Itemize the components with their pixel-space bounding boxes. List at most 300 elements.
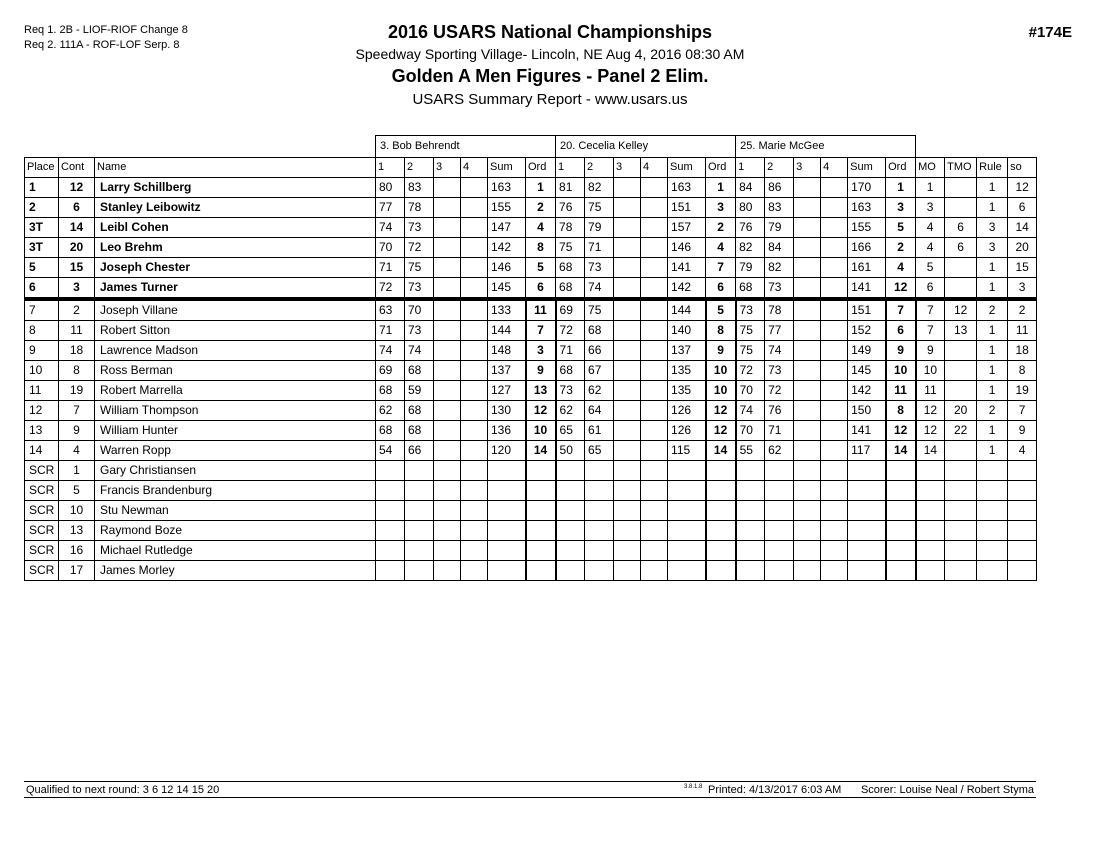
cell-score xyxy=(821,198,848,218)
cell-score xyxy=(641,421,668,441)
cell-score: 72 xyxy=(736,361,765,381)
cell-score xyxy=(794,361,821,381)
table-row xyxy=(25,501,1037,521)
column-header: 1 xyxy=(376,158,405,178)
cell-ordinal: 10 xyxy=(886,361,916,381)
cell-skating-order: 14 xyxy=(1008,218,1037,238)
column-header: Name xyxy=(95,158,376,178)
cell-skating-order: 8 xyxy=(1008,361,1037,381)
cell-majority-ordinal: 4 xyxy=(916,218,945,238)
cell-score xyxy=(821,321,848,341)
cell-score xyxy=(434,521,461,541)
cell-total-majority-ordinal xyxy=(945,481,977,501)
cell-skater-name: Robert Sitton xyxy=(95,321,376,341)
cell-skating-order xyxy=(1008,561,1037,581)
cell-score xyxy=(434,441,461,461)
cell-score xyxy=(794,421,821,441)
cell-score: 73 xyxy=(405,278,434,300)
column-header: Rule xyxy=(977,158,1008,178)
cell-total-majority-ordinal: 22 xyxy=(945,421,977,441)
cell-score xyxy=(434,381,461,401)
column-header: 4 xyxy=(821,158,848,178)
cell-score xyxy=(821,381,848,401)
cell-ordinal xyxy=(706,481,736,501)
cell-score: 61 xyxy=(585,421,614,441)
cell-ordinal xyxy=(526,461,556,481)
cell-sum: 151 xyxy=(848,299,886,321)
cell-ordinal: 7 xyxy=(706,258,736,278)
cell-score xyxy=(434,461,461,481)
cell-sum xyxy=(848,521,886,541)
cell-score: 73 xyxy=(736,299,765,321)
event-number: #174E xyxy=(1028,24,1072,41)
cell-rule: 1 xyxy=(977,258,1008,278)
cell-skater-name: Larry Schillberg xyxy=(95,178,376,198)
cell-score xyxy=(641,461,668,481)
cell-score xyxy=(821,238,848,258)
cell-place: 2 xyxy=(25,198,59,218)
cell-total-majority-ordinal xyxy=(945,361,977,381)
cell-contestant-number: 15 xyxy=(59,258,95,278)
cell-ordinal: 8 xyxy=(526,238,556,258)
cell-rule xyxy=(977,461,1008,481)
cell-skater-name: James Morley xyxy=(95,561,376,581)
cell-score xyxy=(641,321,668,341)
cell-score xyxy=(641,258,668,278)
cell-skating-order: 2 xyxy=(1008,299,1037,321)
cell-contestant-number: 12 xyxy=(59,178,95,198)
cell-ordinal: 2 xyxy=(526,198,556,218)
column-header: 2 xyxy=(765,158,794,178)
cell-place: 6 xyxy=(25,278,59,300)
cell-skating-order xyxy=(1008,541,1037,561)
cell-score: 73 xyxy=(405,321,434,341)
requirement-2: Req 2. 111A - ROF-LOF Serp. 8 xyxy=(24,39,180,51)
column-header: Sum xyxy=(848,158,886,178)
cell-sum xyxy=(488,521,526,541)
cell-score xyxy=(461,561,488,581)
cell-ordinal: 6 xyxy=(886,321,916,341)
table-row xyxy=(25,341,1037,361)
cell-score xyxy=(376,541,405,561)
cell-score xyxy=(405,461,434,481)
cell-score: 86 xyxy=(765,178,794,198)
cell-sum: 163 xyxy=(848,198,886,218)
cell-score xyxy=(765,461,794,481)
cell-score xyxy=(794,218,821,238)
cell-sum xyxy=(668,501,706,521)
cell-ordinal xyxy=(886,501,916,521)
cell-score xyxy=(794,521,821,541)
cell-majority-ordinal: 10 xyxy=(916,361,945,381)
cell-majority-ordinal xyxy=(916,561,945,581)
cell-skating-order: 18 xyxy=(1008,341,1037,361)
cell-score: 79 xyxy=(765,218,794,238)
cell-score xyxy=(434,421,461,441)
cell-score: 71 xyxy=(585,238,614,258)
cell-skater-name: Michael Rutledge xyxy=(95,541,376,561)
cell-sum xyxy=(848,481,886,501)
cell-total-majority-ordinal xyxy=(945,501,977,521)
cell-sum: 120 xyxy=(488,441,526,461)
cell-score xyxy=(794,481,821,501)
cell-score xyxy=(461,178,488,198)
cell-skater-name: Raymond Boze xyxy=(95,521,376,541)
cell-majority-ordinal: 5 xyxy=(916,258,945,278)
cell-contestant-number: 19 xyxy=(59,381,95,401)
cell-score xyxy=(794,299,821,321)
cell-place: SCR xyxy=(25,481,59,501)
cell-score xyxy=(821,299,848,321)
cell-score xyxy=(434,361,461,381)
cell-sum xyxy=(668,461,706,481)
cell-total-majority-ordinal xyxy=(945,381,977,401)
cell-score xyxy=(821,218,848,238)
cell-skater-name: Robert Marrella xyxy=(95,381,376,401)
cell-score: 72 xyxy=(556,321,585,341)
cell-skating-order: 4 xyxy=(1008,441,1037,461)
requirement-1: Req 1. 2B - LIOF-RIOF Change 8 xyxy=(24,24,188,36)
cell-ordinal: 3 xyxy=(706,198,736,218)
cell-score: 69 xyxy=(376,361,405,381)
cell-place: SCR xyxy=(25,461,59,481)
cell-score xyxy=(614,521,641,541)
cell-sum: 146 xyxy=(488,258,526,278)
cell-sum: 144 xyxy=(668,299,706,321)
cell-place: SCR xyxy=(25,561,59,581)
cell-rule: 1 xyxy=(977,178,1008,198)
cell-score xyxy=(434,299,461,321)
cell-total-majority-ordinal: 12 xyxy=(945,299,977,321)
cell-score: 82 xyxy=(736,238,765,258)
cell-score xyxy=(434,198,461,218)
venue-date-line: Speedway Sporting Village- Lincoln, NE Aug 4, 2016 08:30 AM xyxy=(355,46,745,62)
column-header: Ord xyxy=(886,158,916,178)
judge-row-right-spacer xyxy=(916,136,1037,158)
cell-score xyxy=(821,481,848,501)
cell-sum: 115 xyxy=(668,441,706,461)
table-row xyxy=(25,299,1037,321)
cell-score xyxy=(736,561,765,581)
cell-score: 70 xyxy=(405,299,434,321)
qualified-text: Qualified to next round: 3 6 12 14 15 20 xyxy=(26,784,220,796)
column-header: 3 xyxy=(794,158,821,178)
cell-sum: 145 xyxy=(488,278,526,300)
cell-score xyxy=(585,521,614,541)
cell-score xyxy=(765,501,794,521)
cell-skater-name: Leo Brehm xyxy=(95,238,376,258)
cell-score xyxy=(794,561,821,581)
table-row xyxy=(25,381,1037,401)
cell-ordinal: 14 xyxy=(526,441,556,461)
cell-sum xyxy=(848,461,886,481)
cell-skater-name: Stu Newman xyxy=(95,501,376,521)
cell-score: 62 xyxy=(376,401,405,421)
cell-sum: 144 xyxy=(488,321,526,341)
cell-score: 71 xyxy=(556,341,585,361)
cell-ordinal: 5 xyxy=(706,299,736,321)
cell-skating-order: 3 xyxy=(1008,278,1037,300)
cell-ordinal xyxy=(706,501,736,521)
cell-majority-ordinal: 7 xyxy=(916,299,945,321)
cell-contestant-number: 13 xyxy=(59,521,95,541)
cell-score xyxy=(461,198,488,218)
cell-contestant-number: 17 xyxy=(59,561,95,581)
column-header: 1 xyxy=(556,158,585,178)
cell-score: 68 xyxy=(556,361,585,381)
cell-score: 74 xyxy=(736,401,765,421)
column-header: 4 xyxy=(461,158,488,178)
table-row xyxy=(25,278,1037,300)
cell-score xyxy=(434,238,461,258)
cell-score: 62 xyxy=(765,441,794,461)
cell-sum: 126 xyxy=(668,421,706,441)
cell-sum: 141 xyxy=(848,278,886,300)
cell-score xyxy=(461,238,488,258)
cell-place: 14 xyxy=(25,441,59,461)
cell-sum: 146 xyxy=(668,238,706,258)
cell-score: 72 xyxy=(376,278,405,300)
cell-score xyxy=(614,501,641,521)
cell-rule: 1 xyxy=(977,278,1008,300)
cell-score: 68 xyxy=(376,381,405,401)
cell-score: 78 xyxy=(556,218,585,238)
cell-score xyxy=(585,481,614,501)
cell-score: 81 xyxy=(556,178,585,198)
cell-ordinal: 5 xyxy=(886,218,916,238)
cell-score xyxy=(641,501,668,521)
cell-score xyxy=(821,258,848,278)
table-row xyxy=(25,218,1037,238)
cell-ordinal: 12 xyxy=(706,401,736,421)
cell-contestant-number: 10 xyxy=(59,501,95,521)
cell-ordinal xyxy=(886,521,916,541)
cell-sum: 135 xyxy=(668,381,706,401)
cell-score xyxy=(614,258,641,278)
cell-score: 74 xyxy=(376,341,405,361)
cell-place: SCR xyxy=(25,541,59,561)
cell-skater-name: Warren Ropp xyxy=(95,441,376,461)
cell-score xyxy=(405,541,434,561)
cell-score xyxy=(614,401,641,421)
cell-ordinal: 8 xyxy=(886,401,916,421)
cell-place: 5 xyxy=(25,258,59,278)
cell-place: 3T xyxy=(25,218,59,238)
cell-score xyxy=(821,441,848,461)
cell-rule: 1 xyxy=(977,361,1008,381)
table-row xyxy=(25,521,1037,541)
cell-score xyxy=(461,481,488,501)
cell-score xyxy=(641,561,668,581)
cell-ordinal xyxy=(886,481,916,501)
column-header: Ord xyxy=(526,158,556,178)
printed-text: Printed: 4/13/2017 6:03 AM xyxy=(708,784,842,796)
cell-total-majority-ordinal xyxy=(945,341,977,361)
cell-score: 77 xyxy=(376,198,405,218)
cell-skater-name: Ross Berman xyxy=(95,361,376,381)
cell-place: 13 xyxy=(25,421,59,441)
cell-score: 73 xyxy=(556,381,585,401)
cell-ordinal xyxy=(526,561,556,581)
cell-score xyxy=(461,541,488,561)
cell-score xyxy=(405,501,434,521)
cell-score xyxy=(641,178,668,198)
cell-score xyxy=(794,441,821,461)
cell-score: 74 xyxy=(405,341,434,361)
report-footer xyxy=(24,781,1036,798)
cell-total-majority-ordinal: 20 xyxy=(945,401,977,421)
cell-score xyxy=(641,238,668,258)
cell-score xyxy=(794,278,821,300)
cell-skating-order: 7 xyxy=(1008,401,1037,421)
cell-rule: 1 xyxy=(977,321,1008,341)
cell-score xyxy=(461,501,488,521)
cell-score xyxy=(434,561,461,581)
cell-sum: 141 xyxy=(848,421,886,441)
cell-score xyxy=(585,501,614,521)
cell-score: 68 xyxy=(585,321,614,341)
column-header-row xyxy=(25,158,1037,178)
cell-place: 10 xyxy=(25,361,59,381)
cell-skater-name: William Thompson xyxy=(95,401,376,421)
cell-score xyxy=(614,541,641,561)
cell-contestant-number: 8 xyxy=(59,361,95,381)
cell-score xyxy=(556,481,585,501)
cell-contestant-number: 9 xyxy=(59,421,95,441)
cell-score xyxy=(641,218,668,238)
cell-score xyxy=(794,238,821,258)
cell-score xyxy=(434,541,461,561)
cell-place: 7 xyxy=(25,299,59,321)
cell-sum: 142 xyxy=(488,238,526,258)
cell-score xyxy=(614,341,641,361)
cell-score xyxy=(821,401,848,421)
cell-score xyxy=(461,258,488,278)
column-header: Sum xyxy=(488,158,526,178)
cell-total-majority-ordinal xyxy=(945,521,977,541)
cell-place: 8 xyxy=(25,321,59,341)
cell-score xyxy=(641,481,668,501)
cell-majority-ordinal: 3 xyxy=(916,198,945,218)
cell-score: 80 xyxy=(376,178,405,198)
cell-skating-order xyxy=(1008,521,1037,541)
cell-score: 68 xyxy=(405,361,434,381)
cell-ordinal: 9 xyxy=(886,341,916,361)
cell-majority-ordinal: 12 xyxy=(916,421,945,441)
cell-place: SCR xyxy=(25,501,59,521)
cell-score xyxy=(461,321,488,341)
cell-ordinal: 10 xyxy=(706,381,736,401)
column-header: 4 xyxy=(641,158,668,178)
cell-score: 50 xyxy=(556,441,585,461)
cell-score xyxy=(461,421,488,441)
cell-sum: 161 xyxy=(848,258,886,278)
cell-score xyxy=(556,561,585,581)
cell-sum: 148 xyxy=(488,341,526,361)
cell-score xyxy=(461,521,488,541)
cell-score: 68 xyxy=(405,401,434,421)
cell-skater-name: James Turner xyxy=(95,278,376,300)
cell-score xyxy=(641,521,668,541)
cell-score xyxy=(614,421,641,441)
cell-score xyxy=(434,278,461,300)
cell-sum xyxy=(668,521,706,541)
cell-sum: 136 xyxy=(488,421,526,441)
cell-score xyxy=(376,521,405,541)
cell-score xyxy=(556,461,585,481)
cell-ordinal: 3 xyxy=(886,198,916,218)
cell-majority-ordinal: 12 xyxy=(916,401,945,421)
cell-score xyxy=(461,361,488,381)
cell-score: 68 xyxy=(556,258,585,278)
cell-score xyxy=(736,501,765,521)
cell-score: 66 xyxy=(405,441,434,461)
column-header: Sum xyxy=(668,158,706,178)
cell-ordinal xyxy=(526,501,556,521)
cell-score xyxy=(614,238,641,258)
table-row xyxy=(25,421,1037,441)
cell-skater-name: Leibl Cohen xyxy=(95,218,376,238)
cell-score xyxy=(794,341,821,361)
cell-score: 82 xyxy=(765,258,794,278)
cell-sum: 170 xyxy=(848,178,886,198)
cell-sum: 137 xyxy=(488,361,526,381)
cell-score: 83 xyxy=(405,178,434,198)
cell-score: 79 xyxy=(736,258,765,278)
cell-score xyxy=(434,178,461,198)
cell-score xyxy=(736,461,765,481)
cell-score xyxy=(765,561,794,581)
cell-score: 73 xyxy=(765,361,794,381)
cell-total-majority-ordinal xyxy=(945,258,977,278)
cell-score: 84 xyxy=(736,178,765,198)
cell-score xyxy=(461,341,488,361)
cell-total-majority-ordinal xyxy=(945,441,977,461)
table-row xyxy=(25,441,1037,461)
cell-sum: 147 xyxy=(488,218,526,238)
cell-score: 73 xyxy=(585,258,614,278)
cell-ordinal: 9 xyxy=(706,341,736,361)
cell-place: 11 xyxy=(25,381,59,401)
cell-total-majority-ordinal xyxy=(945,198,977,218)
cell-score xyxy=(641,198,668,218)
results-table xyxy=(24,135,1037,581)
cell-score xyxy=(461,218,488,238)
cell-score xyxy=(434,501,461,521)
cell-score: 64 xyxy=(585,401,614,421)
cell-sum: 145 xyxy=(848,361,886,381)
cell-skater-name: Lawrence Madson xyxy=(95,341,376,361)
cell-score: 65 xyxy=(585,441,614,461)
cell-majority-ordinal: 1 xyxy=(916,178,945,198)
cell-score xyxy=(376,561,405,581)
cell-score xyxy=(736,481,765,501)
cell-ordinal: 7 xyxy=(526,321,556,341)
championship-title: 2016 USARS National Championships xyxy=(387,22,713,42)
cell-sum: 117 xyxy=(848,441,886,461)
cell-ordinal xyxy=(706,541,736,561)
cell-score xyxy=(821,501,848,521)
column-header: so xyxy=(1008,158,1037,178)
cell-score xyxy=(821,521,848,541)
judge-name-header: 3. Bob Behrendt xyxy=(376,136,556,158)
cell-score xyxy=(641,441,668,461)
cell-ordinal xyxy=(706,521,736,541)
cell-sum: 150 xyxy=(848,401,886,421)
column-header: TMO xyxy=(945,158,977,178)
cell-sum: 142 xyxy=(668,278,706,300)
cell-score xyxy=(434,218,461,238)
